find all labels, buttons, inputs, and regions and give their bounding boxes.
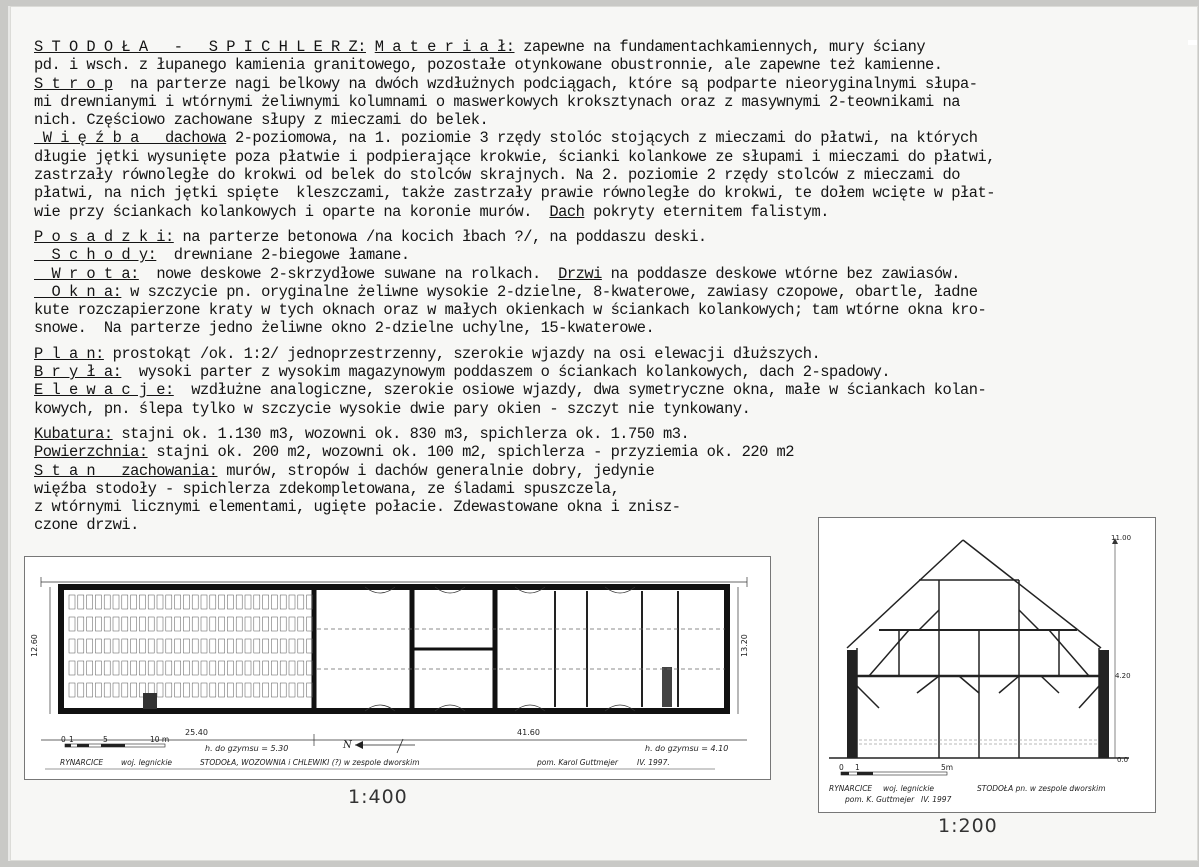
stall-cell: [254, 595, 260, 609]
floor-dashed: [859, 740, 1097, 744]
stall-cell: [131, 617, 137, 631]
stall-cell: [210, 683, 216, 697]
stall-cell: [289, 639, 295, 653]
svg-text:1: 1: [855, 763, 860, 772]
section-heading: Kubatura:: [34, 424, 113, 443]
north-arrow-icon: [342, 739, 415, 753]
section-heading: O k n a:: [34, 282, 122, 301]
text-segment: snowe. Na parterze jedno żeliwne okno 2-dzielne uchylne, 15-kwaterowe.: [34, 319, 655, 338]
stall-cell: [263, 661, 269, 675]
section-heading: Dach: [549, 202, 585, 221]
text-line: [34, 265, 1184, 283]
section-heading: M a t e r i a ł:: [374, 38, 515, 56]
wall-right: [1099, 650, 1109, 758]
floor-plan-drawing: [25, 557, 770, 779]
text-segment: długie jętki wysunięte poza płatwie i podpierające krokwie, ścianki kolankowe ze słupami i mieczami do płatwi,: [34, 147, 995, 166]
section-heading: B r y ł a:: [34, 363, 122, 382]
stall-cell: [245, 661, 251, 675]
cross-section-drawing: [819, 518, 1155, 812]
text-line: [34, 301, 1184, 319]
stall-cell: [113, 595, 119, 609]
stall-cell: [245, 595, 251, 609]
text-segment: zapewne na fundamentachkamiennych, mury ściany: [514, 38, 926, 56]
typed-description: [34, 38, 1184, 535]
floor-plan-panel: [24, 556, 771, 780]
text-line: [34, 38, 1184, 56]
stall-cell: [113, 661, 119, 675]
text-segment: czone drzwi.: [34, 516, 139, 535]
text-line: [34, 319, 1184, 337]
text-line: [34, 93, 1184, 111]
stall-cell: [183, 617, 189, 631]
stall-cell: [122, 595, 128, 609]
stall-cell: [139, 595, 145, 609]
stall-cell: [139, 661, 145, 675]
stall-cell: [148, 617, 154, 631]
text-segment: wie przy ściankach kolankowych i oparte na koronie murów.: [34, 202, 550, 221]
text-segment: wysoki parter z wysokim magazynowym poddaszem o ściankach kolankowych, dach 2-spadowy.: [121, 363, 891, 382]
text-segment: pokryty eternitem falistym.: [584, 202, 829, 221]
plan-scale-bar: [61, 735, 169, 747]
text-segment: zastrzały równoległe do krokwi od belek do stolców skrajnych. Na 2. poziomie 2 rzędy stolców z mieczami do: [34, 166, 961, 185]
stall-cell: [219, 683, 225, 697]
text-segment: stajni ok. 200 m2, wozowni ok. 100 m2, spichlerza - przyziemia ok. 220 m2: [147, 443, 795, 462]
stall-cell: [69, 661, 75, 675]
text-line: [34, 228, 1184, 246]
text-segment: nich. Częściowo zachowane słupy z mieczami do belek.: [34, 111, 489, 130]
stall-cell: [104, 639, 110, 653]
text-line: [34, 203, 1184, 221]
text-segment: stajni ok. 1.130 m3, wozowni ok. 830 m3, spichlerza ok. 1.750 m3.: [112, 424, 690, 443]
stall-cell: [245, 639, 251, 653]
stall-cell: [298, 661, 304, 675]
plan-scale-label: 1:400: [348, 786, 408, 808]
eave-height-right: h. do gzymsu = 4.10: [645, 744, 729, 753]
text-segment: z wtórnymi licznymi elementami, ugięte połacie. Zdewastowane okna i znisz-: [34, 498, 681, 517]
text-line: [34, 283, 1184, 301]
level-top: 11.00: [1111, 534, 1132, 542]
stall-cell: [298, 683, 304, 697]
stall-cell: [183, 661, 189, 675]
stall-cell: [254, 661, 260, 675]
stall-cell: [271, 595, 277, 609]
text-segment: 2-poziomowa, na 1. poziomie 3 rzędy stolóc stojących z mieczami do płatwi, na których: [226, 129, 978, 148]
text-segment: [366, 38, 375, 56]
text-line: [34, 363, 1184, 381]
section-heading: S t r o p: [34, 74, 113, 93]
stall-cell: [148, 639, 154, 653]
section-scale-bar: [839, 763, 953, 775]
stall-cell: [69, 639, 75, 653]
plan-caption-region: woj. legnickie: [121, 758, 173, 767]
text-segment: murów, stropów i dachów generalnie dobry, jedynie: [217, 461, 655, 480]
dim-length-1: 25.40: [185, 728, 208, 737]
stall-cell: [192, 661, 198, 675]
text-line: [34, 400, 1184, 418]
stall-cell: [183, 595, 189, 609]
text-line: [34, 148, 1184, 166]
svg-text:5m: 5m: [941, 763, 954, 772]
stall-cell: [227, 617, 233, 631]
stall-cell: [280, 661, 286, 675]
stall-cell: [192, 595, 198, 609]
svg-text:10 m: 10 m: [150, 735, 170, 744]
stall-cell: [289, 683, 295, 697]
stall-cell: [245, 683, 251, 697]
door-arcs: [365, 587, 635, 711]
partition-walls: [314, 587, 495, 711]
stairs: [143, 693, 157, 709]
stall-cell: [192, 639, 198, 653]
stall-cell: [131, 639, 137, 653]
section-heading: S T O D O Ł A - S P I C H L E R Z:: [34, 38, 366, 56]
stall-cell: [87, 661, 93, 675]
text-line: [34, 480, 1184, 498]
stall-cell: [236, 683, 242, 697]
stall-cell: [139, 617, 145, 631]
text-segment: pd. i wsch. z łupanego kamienia granitowego, pozostałe otynkowane obustronnie, ale zapewne też kamienne.: [34, 56, 943, 75]
stall-cell: [183, 639, 189, 653]
stall-cell: [69, 617, 75, 631]
stall-cell: [227, 683, 233, 697]
stall-cell: [201, 683, 207, 697]
stall-cell: [236, 661, 242, 675]
stall-cell: [236, 595, 242, 609]
text-line: [34, 425, 1184, 443]
section-caption-author: pom. K. Guttmejer: [845, 795, 915, 804]
stall-cell: [166, 617, 172, 631]
section-panel: [818, 517, 1156, 813]
stall-cell: [254, 617, 260, 631]
stall-cell: [148, 595, 154, 609]
text-segment: więźba stodoły - spichlerza zdekompletowana, ze śladami spuszczela,: [34, 479, 620, 498]
stall-cell: [166, 661, 172, 675]
stall-cell: [122, 683, 128, 697]
roof-truss: [847, 540, 1109, 758]
stall-cell: [157, 639, 163, 653]
stall-cell: [289, 661, 295, 675]
stall-cell: [131, 661, 137, 675]
stall-cell: [69, 595, 75, 609]
plan-caption-place: RYNARCICE: [60, 758, 104, 767]
text-segment: na parterze nagi belkowy na dwóch wzdłużnych podciągach, które są podparte nieoryginalnymi słupa-: [112, 74, 978, 93]
section-caption-title: STODOŁA pn. w zespole dworskim: [977, 784, 1106, 793]
stall-cell: [87, 639, 93, 653]
stall-cell: [201, 617, 207, 631]
section-caption-place: RYNARCICE: [829, 784, 873, 793]
text-segment: na parterze betonowa /na kocich łbach ?/, na poddaszu deski.: [173, 227, 707, 246]
stall-cell: [175, 639, 181, 653]
stall-cell: [210, 661, 216, 675]
stall-cell: [87, 595, 93, 609]
svg-text:5: 5: [103, 735, 108, 744]
stall-cell: [219, 661, 225, 675]
stall-cell: [104, 595, 110, 609]
text-line: [34, 443, 1184, 461]
stall-cell: [219, 639, 225, 653]
text-segment: w szczycie pn. oryginalne żeliwne wysokie 2-dzielne, 8-kwaterowe, zawiasy czopowe, obartle, ładne: [121, 282, 978, 301]
stall-cell: [201, 639, 207, 653]
stall-cell: [87, 683, 93, 697]
dim-width-left: 12.60: [30, 634, 39, 657]
text-segment: płatwi, na nich jętki spięte kleszczami, także zastrzały prawie równoległe do krokwi, te dołem wcięte w płat-: [34, 184, 995, 203]
stall-cell: [263, 617, 269, 631]
text-line: [34, 75, 1184, 93]
text-segment: kute rozczapierzone kraty w tych oknach oraz w małych okienkach w ściankach kolankowych; tam wtórne okna kro-: [34, 301, 987, 320]
dim-length-2: 41.60: [517, 728, 540, 737]
stall-cell: [254, 683, 260, 697]
stall-cell: [219, 617, 225, 631]
stall-cell: [122, 639, 128, 653]
stall-cell: [236, 617, 242, 631]
stall-cell: [113, 617, 119, 631]
stall-cell: [157, 617, 163, 631]
stall-cell: [289, 595, 295, 609]
stall-cell: [175, 683, 181, 697]
stall-cell: [263, 595, 269, 609]
text-segment: kowych, pn. ślepa tylko w szczycie wysokie dwie pary okien - szczyt nie tynkowany.: [34, 399, 751, 418]
page-edge: [1188, 40, 1197, 45]
stall-cell: [157, 683, 163, 697]
stall-cell: [104, 661, 110, 675]
stall-cell: [95, 595, 101, 609]
stall-cell: [201, 595, 207, 609]
stall-cell: [122, 617, 128, 631]
text-segment: drewniane 2-biegowe łamane.: [156, 246, 410, 265]
svg-text:0: 0: [839, 763, 844, 772]
plan-caption-author: pom. Karol Guttmejer: [537, 758, 618, 767]
svg-text:1: 1: [69, 735, 74, 744]
text-line: [34, 129, 1184, 147]
text-line: [34, 345, 1184, 363]
stall-cell: [236, 639, 242, 653]
stall-cell: [78, 683, 84, 697]
text-segment: mi drewnianymi i wtórnymi żeliwnymi kolumnami o maswerkowych kroksztynach oraz z masywnymi 2-teownikami na: [34, 92, 961, 111]
section-heading: E l e w a c j e:: [34, 381, 174, 400]
stall-cell: [78, 661, 84, 675]
beam-lines: [317, 629, 725, 669]
stall-cell: [263, 683, 269, 697]
stall-cell: [298, 639, 304, 653]
stall-cell: [298, 595, 304, 609]
stall-cell: [166, 639, 172, 653]
stall-cell: [210, 639, 216, 653]
stall-cell: [263, 639, 269, 653]
stall-cell: [210, 617, 216, 631]
text-segment: wzdłużne analogiczne, szerokie osiowe wjazdy, dwa symetryczne okna, małe w ściankach kolan-: [173, 381, 987, 400]
stall-cell: [175, 661, 181, 675]
stall-cell: [192, 617, 198, 631]
plan-caption-title: STODOŁA, WOZOWNIA i CHLEWIKI (?) w zespole dworskim: [200, 758, 420, 767]
stall-cell: [87, 617, 93, 631]
section-heading: W r o t a:: [34, 264, 139, 283]
section-caption-date: IV. 1997: [921, 795, 952, 804]
interior-lines: [555, 591, 678, 707]
level-mid: 4.20: [1115, 672, 1131, 680]
stall-cell: [245, 617, 251, 631]
text-segment: nowe deskowe 2-skrzydłowe suwane na rolkach.: [138, 264, 559, 283]
stall-grid: [69, 595, 313, 697]
stall-cell: [95, 639, 101, 653]
stall-cell: [280, 683, 286, 697]
section-heading: P l a n:: [34, 344, 104, 363]
text-line: [34, 111, 1184, 129]
stall-cell: [78, 595, 84, 609]
stall-cell: [227, 661, 233, 675]
stall-cell: [157, 595, 163, 609]
stall-cell: [131, 595, 137, 609]
text-line: [34, 498, 1184, 516]
stall-cell: [95, 661, 101, 675]
stall-cell: [227, 595, 233, 609]
stall-cell: [104, 683, 110, 697]
section-heading: P o s a d z k i:: [34, 227, 174, 246]
stall-cell: [166, 683, 172, 697]
stall-cell: [69, 683, 75, 697]
stall-cell: [271, 661, 277, 675]
stall-cell: [113, 683, 119, 697]
stall-cell: [227, 639, 233, 653]
stall-cell: [271, 639, 277, 653]
svg-text:0: 0: [61, 735, 66, 744]
text-line: [34, 246, 1184, 264]
text-line: [34, 184, 1184, 202]
text-segment: prostokąt /ok. 1:2/ jednoprzestrzenny, szerokie wjazdy na osi elewacji dłuższych.: [103, 344, 821, 363]
stall-cell: [289, 617, 295, 631]
stall-cell: [271, 617, 277, 631]
stall-cell: [78, 639, 84, 653]
stall-cell: [175, 595, 181, 609]
wall-left: [847, 650, 857, 758]
stall-cell: [219, 595, 225, 609]
stall-cell: [280, 595, 286, 609]
section-scale-label: 1:200: [938, 815, 998, 837]
stall-cell: [104, 617, 110, 631]
stall-cell: [271, 683, 277, 697]
level-base: 0.0: [1117, 756, 1129, 764]
stall-cell: [254, 639, 260, 653]
stall-cell: [280, 617, 286, 631]
text-line: [34, 56, 1184, 74]
dim-width-right: 13.20: [740, 634, 749, 657]
section-caption-region: woj. legnickie: [883, 784, 935, 793]
stall-cell: [175, 617, 181, 631]
stall-cell: [95, 683, 101, 697]
eave-height-left: h. do gzymsu = 5.30: [205, 744, 289, 753]
text-line: [34, 381, 1184, 399]
north-label: N: [343, 740, 352, 751]
stall-cell: [148, 661, 154, 675]
stall-cell: [210, 595, 216, 609]
section-heading: S t a n zachowania:: [34, 461, 218, 480]
stairs-2: [662, 667, 672, 707]
section-heading: Powierzchnia:: [34, 443, 148, 462]
stall-cell: [201, 661, 207, 675]
section-heading: Drzwi: [558, 264, 602, 283]
outer-wall: [61, 587, 727, 711]
stall-cell: [280, 639, 286, 653]
stall-cell: [78, 617, 84, 631]
stall-cell: [95, 617, 101, 631]
text-line: [34, 462, 1184, 480]
stall-cell: [122, 661, 128, 675]
text-line: [34, 166, 1184, 184]
stall-cell: [139, 639, 145, 653]
plan-caption-date: IV. 1997.: [637, 758, 670, 767]
stall-cell: [131, 683, 137, 697]
stall-cell: [166, 595, 172, 609]
stall-cell: [192, 683, 198, 697]
stall-cell: [183, 683, 189, 697]
section-heading: W i ę ź b a dachowa: [34, 129, 227, 148]
stall-cell: [157, 661, 163, 675]
section-heading: S c h o d y:: [34, 246, 157, 265]
text-segment: na poddasze deskowe wtórne bez zawiasów.: [601, 264, 961, 283]
stall-cell: [113, 639, 119, 653]
stall-cell: [298, 617, 304, 631]
